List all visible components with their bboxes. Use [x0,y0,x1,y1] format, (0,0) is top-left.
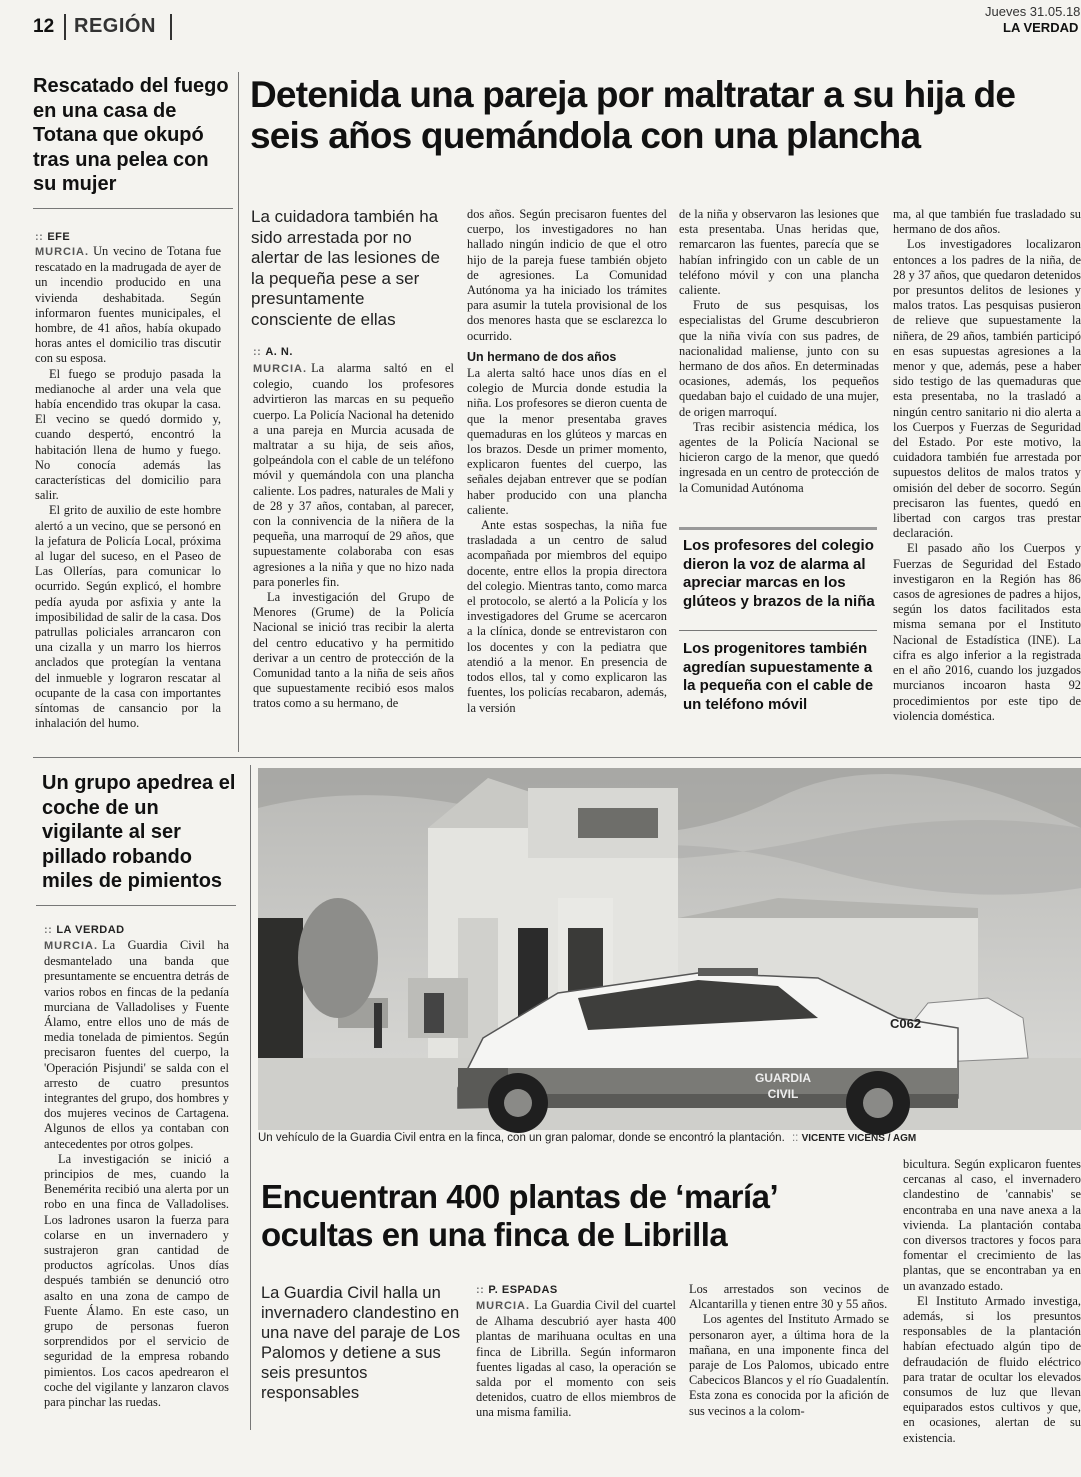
byline-espadas: :: P. ESPADAS [476,1284,558,1296]
subhead-hermano: Un hermano de dos años [467,349,617,364]
story-body-totana: MURCIA. Un vecino de Totana fue rescatado en la madrugada de ayer de un incendio producido en una vivienda deshabitada. Según informaron fuentes municipales, el hombre, de 41 años, había okupado horas antes el domicilio tras discutir con su esposa. El fuego se produjo pasada la medianoche al arder una vela que había encendido tras okupar la casa. El vecino se quedó dormido y, cuando despertó, encontró la habitación llena de humo y fuego. No conocía además las características del domicilio para salir. El grito de auxilio de este hombre alertó a un vecino, que se personó en la jefatura de Policía Local, próxima al lugar del suceso, en el Paseo de Las Ollerías, para comunicar lo ocurrido. Según explicó, el hombre pedía ayuda por asfixia y ante la imposibilidad de salir de la casa. Dos patrullas policiales arrancaron con una cizalla y un marro los hierros anclados que protegían la ventana del inmueble y lograron rescatar al ocupante de la casa con importantes síntomas de cansancio por la inhalación del humo. [35,244,221,731]
byline-la-verdad: :: LA VERDAD [44,924,125,936]
main-col-4: ma, al que también fue trasladado su hermano de dos años. Los investigadores localizaron entonces a los padres de la niña, de 28 y 37 años, que quedaron detenidos por presuntos delitos de lesiones y malos tratos. Las pesquisas pusieron de relieve que supuestamente la niñera, de 29 años, también participó en esas supuestas agresiones a la menor y que, además, pese a haber sido testigo de las quemaduras que esta presentaba, no la trasladó a ningún centro sanitario ni dio alerta a los Cuerpos y Fuerzas de Seguridad del Estado. Por este motivo, la cuidadora también fue arrestada por supuestos delitos de malos tratos y omisión del deber de socorro. Según precisaron las fuentes, quedó en libertad con cargos tras prestar declaración. El pasado año los Cuerpos y Fuerzas de Seguridad del Estado investigaron en la Región has 86 casos de agresiones de padres a hijos, según los datos facilitados esta misma semana por el Instituto Nacional de Estadística (INE). La cifra es algo inferior a la registrada en el año 2016, cuando los juzgados murcianos incoaron hasta 92 procedimientos por este tipo de violencia doméstica. [893,207,1081,723]
vehicle-code: C062 [890,1016,922,1031]
pullquote-profesores: Los profesores del colegio dieron la voz de alarma al apreciar marcas en los glúteos y brazos de la niña [683,537,875,610]
bottom-col-1: MURCIA. La Guardia Civil del cuartel de Alhama descubrió ayer hasta 400 plantas de marihuana ocultas en una finca de Librilla. Según informaron fuentes ligadas al caso, la operación se salda por el momento con seis detenidos, cuatro de ellos miembros de una misma familia. [476,1298,676,1420]
main-col-3: de la niña y observaron las lesiones que esta presentaba. Unas heridas que, remarcaron las fuentes, parecía que se habían infringido con un cable de un teléfono móvil y con una plancha caliente. Fruto de sus pesquisas, los especialistas del Grume descubrieron que la niña vivía con sus padres, de nacionalidad maliense, junto con su hermano de dos años. En determinadas ocasiones, además, los pequeños quedaban bajo el cuidado de una mujer, de origen marroquí. Tras recibir asistencia médica, los agentes de la Policía Nacional se hicieron cargo de la menor, que quedó ingresada en un centro de protección de la Comunidad Autónoma [679,207,879,495]
pullquote-rule-top [679,527,877,530]
header-divider [64,14,66,40]
news-photo [258,768,1081,1130]
bottom-subtitle: La Guardia Civil halla un invernadero clandestino en una nave del paraje de Los Palomos y detiene a sus seis presuntos responsables [261,1284,461,1402]
main-col-1: MURCIA. La alarma saltó en el colegio, cuando los profesores advirtieron las marcas en su pequeño cuerpo. La Policía Nacional ha detenido a una pareja en Murcia acusada de maltratar a su hija, de seis años, golpeándola con el cable de un teléfono móvil y quemándola con una plancha caliente. Los padres, naturales de Mali y de 28 y 37 años, contaban, al parecer, con la connivencia de la niñera de la pequeña, una marroquí de 29 años, que supuestamente colaboraba con esas agresiones a la niña y que no hizo nada para ponerles fin. La investigación del Grupo de Menores (Grume) de la Policía Nacional se inició tras recibir la alerta del centro educativo y ha permitido derivar a un centro de protección de la Comunidad tanto a la niña de seis años que supuestamente recibió esos malos tratos como a su hermano, de [253,361,454,711]
issue-date: Jueves 31.05.18 [985,4,1081,19]
main-col-2: dos años. Según precisaron fuentes del cuerpo, los investigadores no han hallado ningún indicio de que el otro hijo de la pareja fuese también objeto de agresiones. La Comunidad Autónoma ya ha iniciado los trámites para asumir la tutela provisional de los dos menores hasta que se esclarezca lo ocurrido. Un hermano de dos años La alerta saltó hace unos días en el colegio de Murcia donde estudia la niña. Los profesores se dieron cuenta de que la menor presentaba graves quemaduras en los glúteos y marcas en los brazos. Desde un primer momento, explicaron fuentes del cuerpo, las señales dejaban entrever que se podían haber producido con una plancha caliente. Ante estas sospechas, la niña fue trasladada a un centro de salud acompañada por miembros del equipo docente, entre ellos la propia directora del colegio. Mientras tanto, como marca el protocolo, se alertó a la Policía y los investigadores del Grume se acercaron a la clínica, donde se entrevistaron con los docentes y con la pediatra que atendió a la menor. En presencia de todos ellos, tal y como explicaron las fuentes, los policías recabaron, además, la versión [467,207,667,715]
column-divider-2 [36,905,236,906]
column-divider [33,208,233,209]
newspaper-name: LA VERDAD [1003,20,1079,35]
pullquote-rule-mid [679,630,877,631]
main-headline: Detenida una pareja por maltratar a su hija de seis años quemándola con una plancha [250,74,1016,156]
header-divider-2 [170,14,172,40]
vertical-rule-2 [250,765,251,1430]
photo-caption: Un vehículo de la Guardia Civil entra en la finca, con un gran palomar, donde se encontró la plantación. :: VICENTE VICÉNS / AGM [258,1132,917,1144]
photo-guardia-civil-vehicle [258,768,1081,1130]
bottom-col-3: bicultura. Según explicaron fuentes cercanas al caso, el invernadero clandestino de 'cannabis' se encontraba en una nave anexa a la vivienda. La plantación contaba con diversos tractores y focos para fomentar el crecimiento de las plantas, que se encontraban ya en un avanzado estado. El Instituto Armado investiga, además, si los presuntos responsables de la plantación habían efectuado algún tipo de defraudación de fluido eléctrico para tratar de ocultar los elevados consumos de luz que llevan equiparados estos cultivos y que, en ocasiones, alertan de su existencia. [903,1157,1081,1445]
page-number: 12 [33,16,55,37]
story-headline-pimientos: Un grupo apedrea el coche de un vigilante al ser pillado robando miles de pimientos [42,772,236,892]
pullquote-progenitores: Los progenitores también agredían supuestamente a la pequeña con el cable de un teléfono móvil [683,640,874,713]
photo-credit: VICENTE VICÉNS / AGM [801,1133,917,1144]
byline-an: :: A. N. [253,346,293,358]
story-headline-totana: Rescatado del fuego en una casa de Totana que okupó tras una pelea con su mujer [33,75,229,195]
section-title: REGIÓN [74,15,156,37]
story-body-pimientos: MURCIA. La Guardia Civil ha desmantelado una banda que presuntamente se encuentra detrás de varios robos en fincas de la pedanía murciana de Valladolises y Fuente Álamo, entre ellos uno de más de media tonelada de pimientos. Según precisaron fuentes del cuerpo, la 'Operación Pisjundi' se salda con el arresto de cuatro presuntos integrantes del grupo, dos hombres y dos mujeres vecinos de Cartagena. Algunos de ellos ya contaban con antecedentes por otros golpes. La investigación se inició a principios de mes, cuando la Benemérita recibió una alerta por un robo en una finca de Valladolises. Los ladrones usaron la fuerza para colarse en un invernadero y sustrajeron gran cantidad de productos agrícolas. Unos días después también se denunció otro asalto en una zona de campo de Fuente Álamo. En este caso, un grupo de personas fueron sorprendidos por el servicio de seguridad de la empresa robando pimientos. Los cacos apedrearon el coche del vigilante y lanzaron clavos para pinchar las ruedas. [44,938,229,1410]
bottom-headline: Encuentran 400 plantas de ‘maría’ ocultas en una finca de Librilla [261,1178,777,1253]
bottom-col-2: Los arrestados son vecinos de Alcantarilla y tienen entre 30 y 55 años. Los agentes del Instituto Armado se personaron ayer, a última hora de la mañana, en una imponente finca del paraje de Los Palomos, ubicado entre Cabecicos Blancos y el río Guadalentín. Esta zona es conocida por la afición de sus vecinos a la colom- [689,1282,889,1418]
section-rule [33,757,1081,758]
vertical-rule [238,72,239,752]
byline-efe: :: EFE [35,231,71,243]
main-subtitle: La cuidadora también ha sido arrestada por no alertar de las lesiones de la pequeña pese a ser presuntamente consciente de ellas [251,207,441,329]
vehicle-label: GUARDIA CIVIL [755,1071,811,1101]
